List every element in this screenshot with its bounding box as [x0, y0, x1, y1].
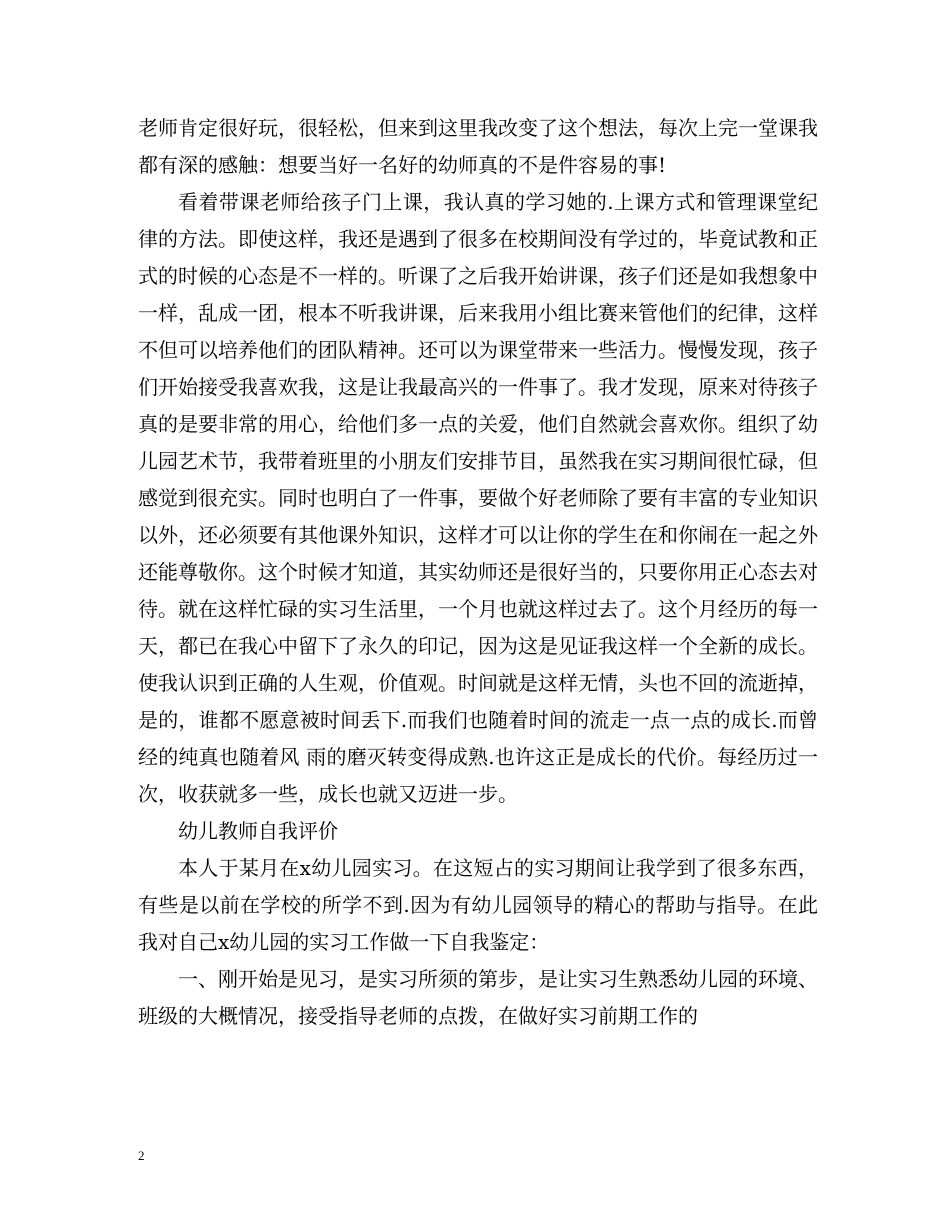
paragraph-continuation: 老师肯定很好玩，很轻松，但来到这里我改变了这个想法，每次上完一堂课我都有深的感触：想要当好一名好的幼师真的不是件容易的事! [138, 116, 818, 177]
page-number: 2 [138, 1148, 145, 1163]
paragraph-self-evaluation-intro: 本人于某月在x幼儿园实习。在这短占的实习期间让我学到了很多东西，有些是以前在学校的所学不到.因为有幼儿园领导的精心的帮助与指导。在此我对自己x幼儿园的实习工作做一下自我鉴定： [138, 856, 818, 954]
section-heading: 幼儿教师自我评价 [178, 819, 338, 843]
paragraph-point-one: 一、刚开始是见习，是实习所须的第步，是让实习生熟悉幼儿园的环境、班级的大概情况，接受指导老师的点拨，在做好实习前期工作的 [138, 967, 818, 1028]
paragraph-teaching-experience: 看着带课老师给孩子门上课，我认真的学习她的.上课方式和管理课堂纪律的方法。即使这样，我还是遇到了很多在校期间没有学过的，毕竟试教和正式的时候的心态是不一样的。听课了之后我开始讲课，孩子们还是如我想象中一样，乱成一团，根本不听我讲课，后来我用小组比赛来管他们的纪律，这样不但可以培养他们的团队精神。还可以为课堂带来一些活力。慢慢发现，孩子们开始接受我喜欢我，这是让我最高兴的一件事了。我才发现，原来对待孩子真的是要非常的用心，给他们多一点的关爱，他们自然就会喜欢你。组织了幼儿园艺术节，我带着班里的小朋友们安排节目，虽然我在实习期间很忙碌，但感觉到很充实。同时也明白了一件事，要做个好老师除了要有丰富的专业知识以外，还必须要有其他课外知识，这样才可以让你的学生在和你闹在一起之外还能尊敬你。这个时候才知道，其实幼师还是很好当的，只要你用正心态去对待。就在这样忙碌的实习生活里，一个月也就这样过去了。这个月经历的每一天，都已在我心中留下了永久的印记，因为这是见证我这样一个全新的成长。使我认识到正确的人生观，价值观。时间就是这样无情，头也不回的流逝掉，是的，谁都不愿意被时间丢下.而我们也随着时间的流走一点一点的成长.而曾经的纯真也随着风 雨的磨灭转变得成熟.也许这正是成长的代价。每经历过一次，收获就多一些，成长也就又迈进一步。 [138, 190, 818, 806]
document-body [138, 110, 818, 1035]
